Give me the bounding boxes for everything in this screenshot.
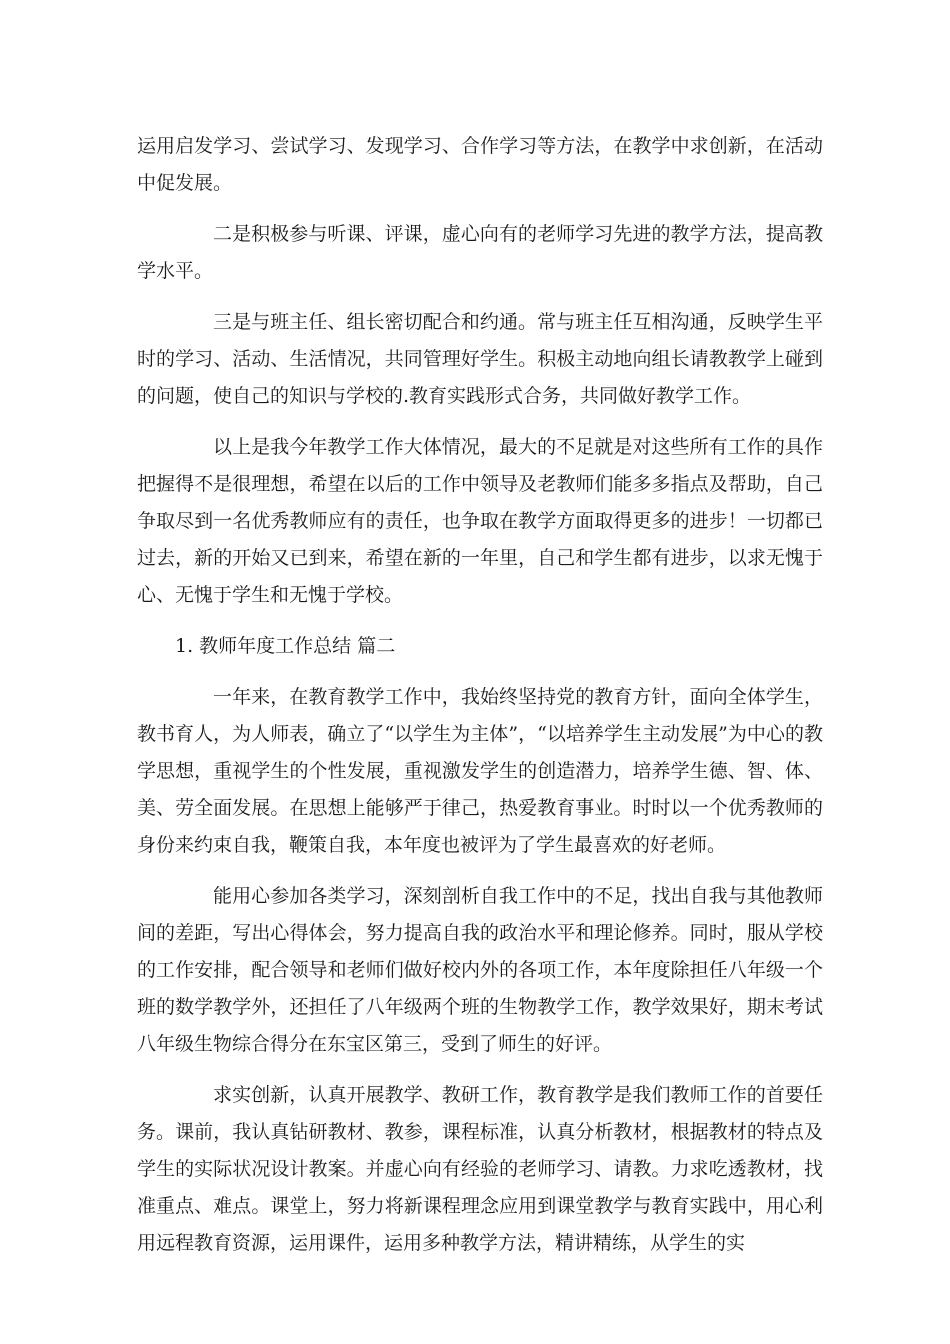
document-body (137, 128, 823, 1276)
paragraph-methods: 运用启发学习、尝试学习、发现学习、合作学习等方法，在教学中求创新，在活动中促发展。 (137, 135, 823, 194)
paragraph-study-and-work: 能用心参加各类学习，深刻剖析自我工作中的不足，找出自我与其他教师间的差距，写出心得体会，努力提高自我的政治水平和理论修养。同时，服从学校的工作安排，配合领导和老师们做好校内外的各项工作，本年度除担任八年级一个班的数学教学外，还担任了八年级两个班的生物教学工作，教学效果好，期末考试八年级生物综合得分在东宝区第三，受到了师生的好评。 (137, 885, 823, 1055)
paragraph-innovation: 求实创新，认真开展教学、教研工作，教育教学是我们教师工作的首要任务。课前，我认真钻研教材、教参，课程标准，认真分析教材，根据教材的特点及学生的实际状况设计教案。并虚心向有经验的老师学习、请教。力求吃透教材，找准重点、难点。课堂上，努力将新课程理念应用到课堂教学与教育实践中，用心利用远程教育资源，运用课件，运用多种教学方法，精讲精练，从学生的实 (137, 1084, 823, 1254)
paragraph-cooperation: 三是与班主任、组长密切配合和约通。常与班主任互相沟通，反映学生平时的学习、活动、生活情况，共同管理好学生。积极主动地向组长请教教学上碰到的问题，使自己的知识与学校的.教育实践形式合务，共同做好教学工作。 (137, 311, 823, 407)
section-heading: 1. 教师年度工作总结 篇二 (175, 635, 396, 657)
paragraph-teaching-philosophy: 一年来，在教育教学工作中，我始终坚持党的教育方针，面向全体学生，教书育人，为人师表，确立了“以学生为主体”，“以培养学生主动发展”为中心的教学思想，重视学生的个性发展，重视激发学生的创造潜力，培养学生德、智、体、美、劳全面发展。在思想上能够严于律己，热爱教育事业。时时以一个优秀教师的身份来约束自我，鞭策自我，本年度也被评为了学生最喜欢的好老师。 (137, 686, 823, 856)
paragraph-lesson-observation: 二是积极参与听课、评课，虚心向有的老师学习先进的教学方法，提高教学水平。 (137, 223, 823, 282)
paragraph-conclusion: 以上是我今年教学工作大体情况，最大的不足就是对这些所有工作的具作把握得不是很理想，希望在以后的工作中领导及老教师们能多多指点及帮助，自己争取尽到一名优秀教师应有的责任，也争取在教学方面取得更多的进步！一切都已过去，新的开始又已到来，希望在新的一年里，自己和学生都有进步，以求无愧于心、无愧于学生和无愧于学校。 (137, 436, 823, 606)
